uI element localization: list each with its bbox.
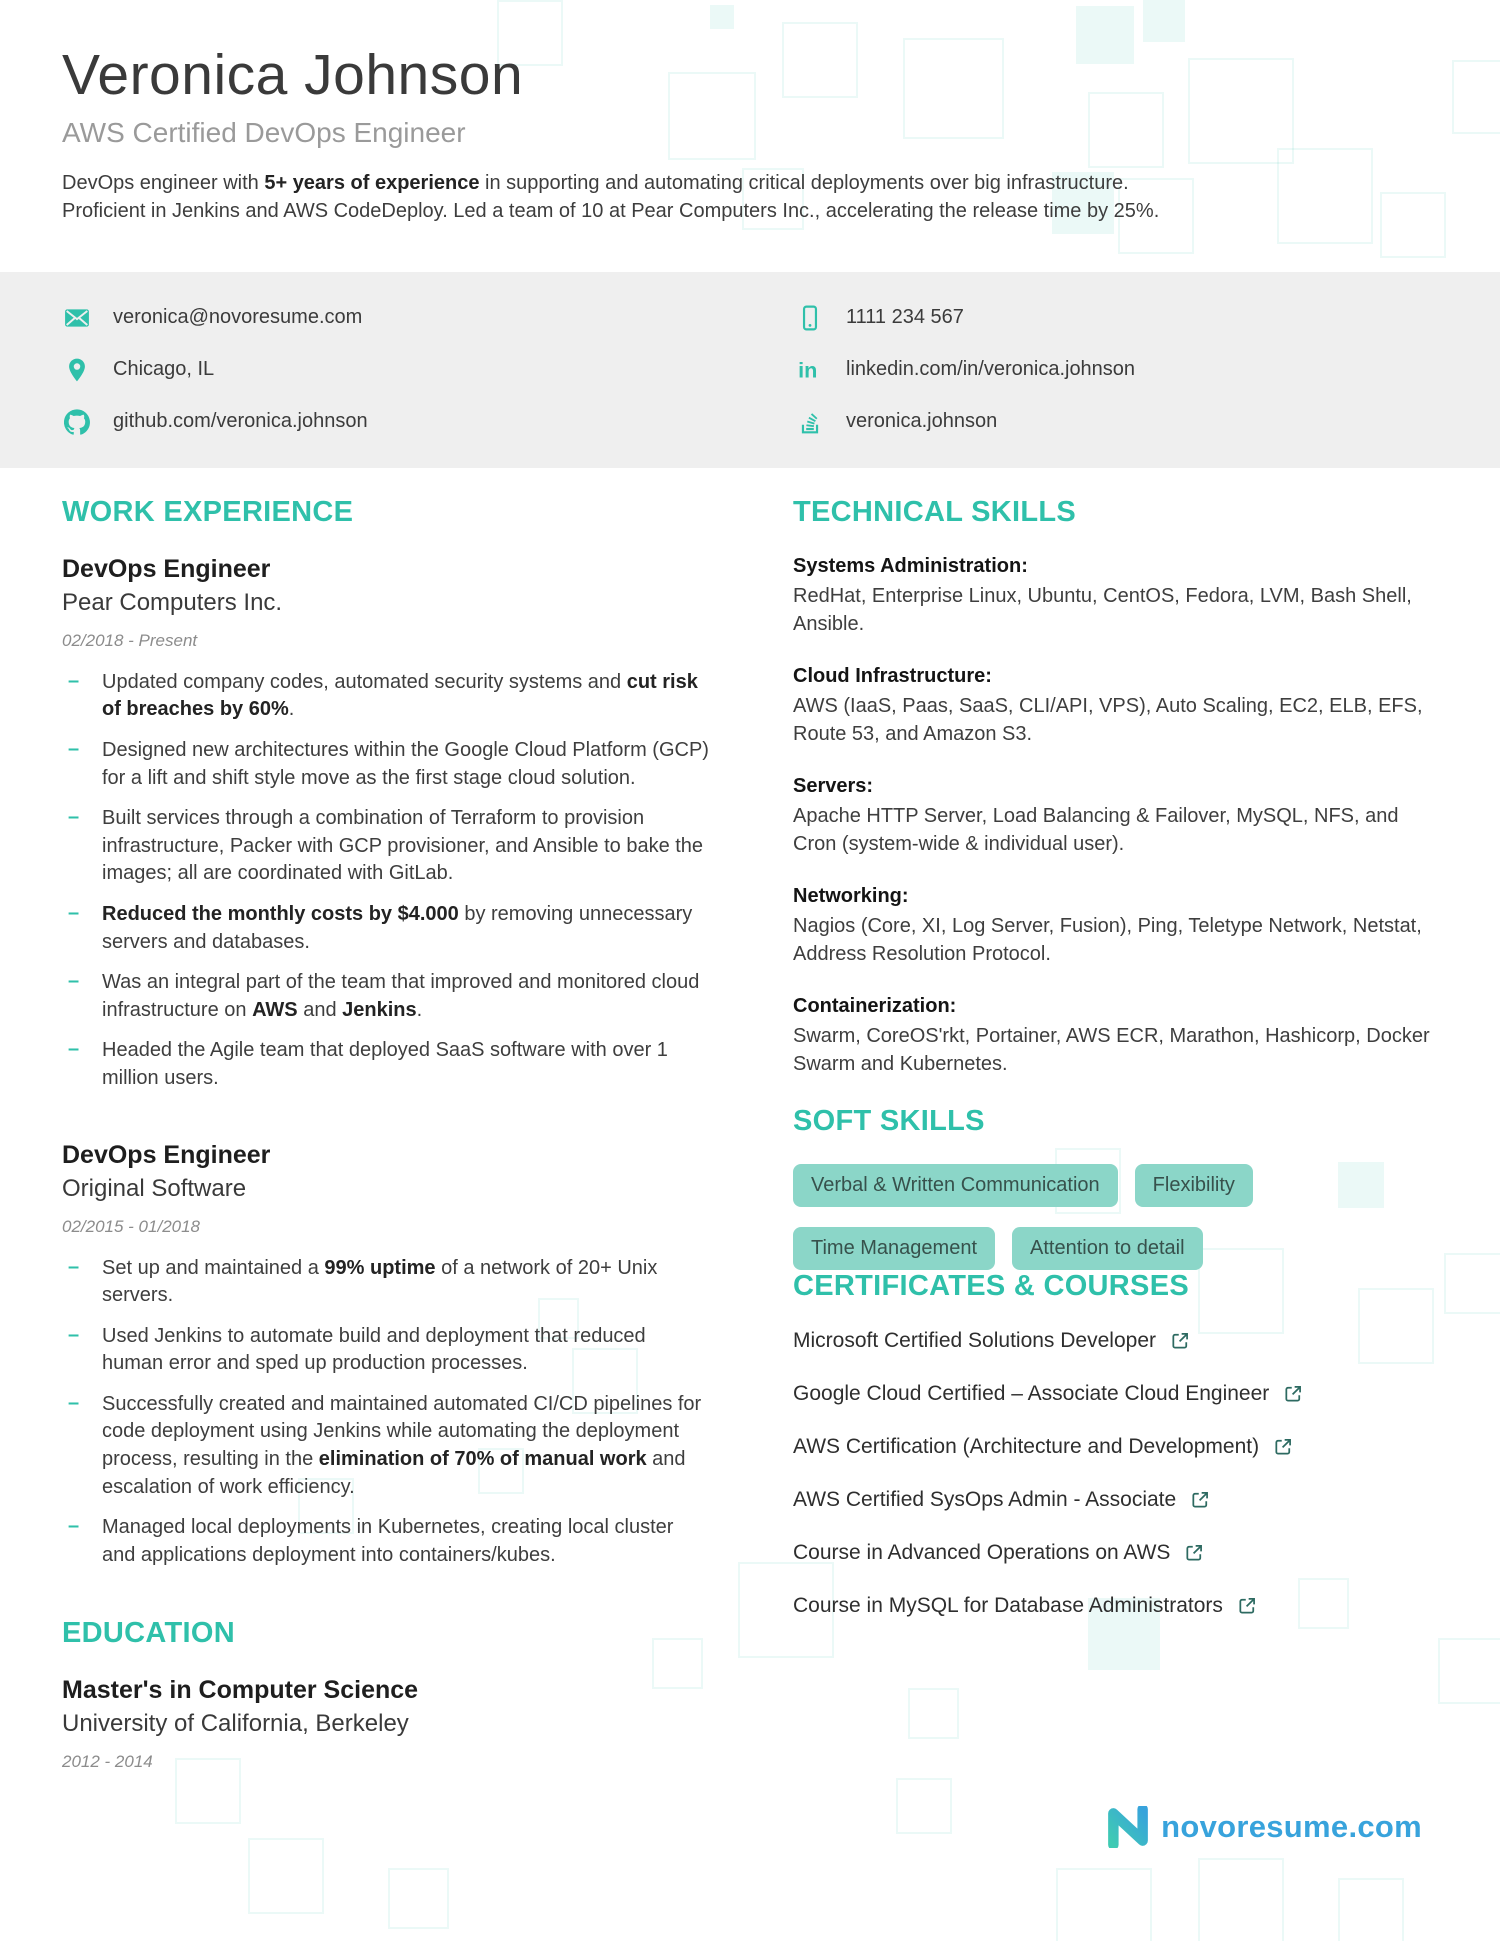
contact-item[interactable] — [62, 396, 750, 448]
skill-group-label: Networking: — [793, 884, 909, 907]
left-column — [62, 496, 710, 1773]
external-link-icon — [1184, 1543, 1204, 1563]
job-bullet: – Used Jenkins to automate build and deployment that reduced human error and sped up production processes. — [62, 1323, 710, 1378]
certificate-text[interactable]: Google Cloud Certified – Associate Cloud Engineer — [793, 1381, 1270, 1405]
novoresume-brand-text: novoresume.com — [1161, 1809, 1422, 1844]
work-experience-heading: WORK EXPERIENCE — [62, 495, 354, 528]
decor-square — [1056, 1868, 1152, 1941]
certificates-heading: CERTIFICATES & COURSES — [793, 1269, 1189, 1302]
soft-skill-badge: Verbal & Written Communication — [793, 1164, 1118, 1207]
contact-item-text[interactable]: github.com/veronica.johnson — [113, 410, 368, 433]
job-company: Original Software — [62, 1174, 247, 1202]
job-entry — [62, 555, 710, 1093]
skill-group-label: Servers: — [793, 774, 874, 797]
certificate-item[interactable] — [793, 1541, 1438, 1565]
contact-column-right — [750, 292, 1438, 448]
job-bullet: – Designed new architectures within the Google Cloud Platform (GCP) for a lift and shift style move as the first stage cloud solution. — [62, 737, 710, 792]
decor-square — [1338, 1878, 1404, 1941]
skill-group — [793, 775, 1438, 858]
job-bullet: – Reduced the monthly costs by $4.000 by removing unnecessary servers and databases. — [62, 901, 710, 956]
right-column — [793, 496, 1438, 1773]
job-bullet: – Successfully created and maintained automated CI/CD pipelines for code deployment using Jenkins while automating the deployment process, resulting in the elimination of 70% of manual work and escalation of work efficiency. — [62, 1391, 710, 1501]
decor-square — [1198, 1858, 1284, 1941]
github-icon — [62, 409, 92, 435]
person-name: Veronica Johnson — [62, 43, 524, 107]
skill-group-text: RedHat, Enterprise Linux, Ubuntu, CentOS, Fedora, LVM, Bash Shell, Ansible. — [793, 584, 1412, 635]
external-link-icon — [1190, 1490, 1210, 1510]
job-bullet: – Set up and maintained a 99% uptime of a network of 20+ Unix servers. — [62, 1255, 710, 1310]
contact-item[interactable] — [795, 292, 1438, 344]
skill-group-list — [793, 555, 1438, 1078]
contact-item-text[interactable]: veronica.johnson — [846, 410, 998, 433]
external-link-icon — [1273, 1437, 1293, 1457]
contact-item-text[interactable]: veronica@novoresume.com — [113, 306, 363, 329]
skill-group — [793, 665, 1438, 748]
skill-group-text: Nagios (Core, XI, Log Server, Fusion), Ping, Teletype Network, Netstat, Address Resolution Protocol. — [793, 914, 1422, 965]
skill-group — [793, 995, 1438, 1078]
certificate-item[interactable] — [793, 1435, 1438, 1459]
job-bullet: – Built services through a combination of Terraform to provision infrastructure, Packer with GCP provisioner, and Ansible to bake the images; all are coordinated with GitLab. — [62, 805, 710, 888]
job-entry — [62, 1141, 710, 1570]
contact-band — [0, 272, 1500, 468]
email-icon — [62, 305, 92, 331]
location-icon — [62, 357, 92, 383]
job-bullet: – Headed the Agile team that deployed SaaS software with over 1 million users. — [62, 1037, 710, 1092]
technical-skills-heading: TECHNICAL SKILLS — [793, 495, 1076, 528]
contact-item-text: Chicago, IL — [113, 358, 215, 381]
external-link-icon — [1170, 1331, 1190, 1351]
job-title: DevOps Engineer — [62, 1140, 271, 1169]
decor-square — [248, 1838, 324, 1914]
education-entry — [62, 1676, 710, 1772]
certificate-text[interactable]: Microsoft Certified Solutions Developer — [793, 1328, 1156, 1352]
job-list — [62, 555, 710, 1570]
contact-item-text[interactable]: 1111 234 567 — [846, 306, 964, 329]
resume-header — [0, 0, 1500, 226]
certificate-text[interactable]: Course in Advanced Operations on AWS — [793, 1540, 1171, 1564]
job-bullets — [62, 669, 710, 1093]
decor-square — [388, 1868, 449, 1929]
certificate-text[interactable]: AWS Certification (Architecture and Development) — [793, 1434, 1260, 1458]
soft-skill-badge: Time Management — [793, 1227, 995, 1270]
soft-skill-badge: Attention to detail — [1012, 1227, 1203, 1270]
skill-group-label: Cloud Infrastructure: — [793, 664, 992, 687]
external-link-icon — [1283, 1384, 1303, 1404]
summary: DevOps engineer with 5+ years of experience in supporting and automating critical deployments over big infrastructure. Proficient in Jenkins and AWS CodeDeploy. Led a team of 10 at Pear Computers Inc., accelerating the release time by 25%. — [62, 172, 1160, 223]
education-degree: Master's in Computer Science — [62, 1676, 419, 1705]
job-bullet: – Managed local deployments in Kubernetes, creating local cluster and applications deployment into containers/kubes. — [62, 1514, 710, 1569]
certificate-text[interactable]: Course in MySQL for Database Administrators — [793, 1593, 1223, 1617]
skill-group — [793, 885, 1438, 968]
job-dates: 02/2015 - 01/2018 — [62, 1216, 201, 1236]
linkedin-icon — [795, 357, 825, 383]
contact-item[interactable] — [62, 292, 750, 344]
phone-icon — [795, 305, 825, 331]
job-title: DevOps Engineer — [62, 554, 271, 583]
education-school: University of California, Berkeley — [62, 1710, 409, 1738]
contact-column-left — [62, 292, 750, 448]
novoresume-logo-icon — [1105, 1806, 1161, 1848]
skill-group-label: Containerization: — [793, 994, 957, 1017]
soft-skill-badges — [793, 1164, 1373, 1270]
svg-text:in: in — [798, 357, 818, 383]
skill-group — [793, 555, 1438, 638]
job-company: Pear Computers Inc. — [62, 588, 283, 616]
education-dates: 2012 - 2014 — [62, 1752, 153, 1772]
certificate-item[interactable] — [793, 1329, 1438, 1353]
stackoverflow-icon — [795, 409, 825, 435]
certificate-item[interactable] — [793, 1594, 1438, 1618]
contact-item — [62, 344, 750, 396]
job-bullet: – Was an integral part of the team that improved and monitored cloud infrastructure on AWS and Jenkins. — [62, 969, 710, 1024]
certificate-list — [793, 1329, 1438, 1618]
skill-group-text: AWS (IaaS, Paas, SaaS, CLI/API, VPS), Auto Scaling, EC2, ELB, EFS, Route 53, and Amazon S3. — [793, 694, 1423, 745]
skill-group-text: Swarm, CoreOS'rkt, Portainer, AWS ECR, Marathon, Hashicorp, Docker Swarm and Kubernetes. — [793, 1024, 1430, 1075]
novoresume-brand[interactable] — [1105, 1806, 1422, 1848]
soft-skills-heading: SOFT SKILLS — [793, 1104, 985, 1137]
skill-group-text: Apache HTTP Server, Load Balancing & Failover, MySQL, NFS, and Cron (system-wide & individual user). — [793, 804, 1399, 855]
person-title: AWS Certified DevOps Engineer — [62, 117, 466, 148]
contact-item[interactable] — [795, 396, 1438, 448]
soft-skill-badge: Flexibility — [1135, 1164, 1253, 1207]
education-heading: EDUCATION — [62, 1617, 235, 1650]
certificate-item[interactable] — [793, 1382, 1438, 1406]
certificate-text[interactable]: AWS Certified SysOps Admin - Associate — [793, 1487, 1177, 1511]
contact-item-text[interactable]: linkedin.com/in/veronica.johnson — [846, 358, 1136, 381]
skill-group-label: Systems Administration: — [793, 554, 1028, 577]
main-columns — [0, 496, 1500, 1773]
external-link-icon — [1237, 1596, 1257, 1616]
job-dates: 02/2018 - Present — [62, 630, 198, 650]
certificate-item[interactable] — [793, 1488, 1438, 1512]
job-bullet: – Updated company codes, automated security systems and cut risk of breaches by 60%. — [62, 669, 710, 724]
job-bullets — [62, 1255, 710, 1570]
decor-square — [896, 1778, 952, 1834]
contact-item[interactable] — [795, 344, 1438, 396]
